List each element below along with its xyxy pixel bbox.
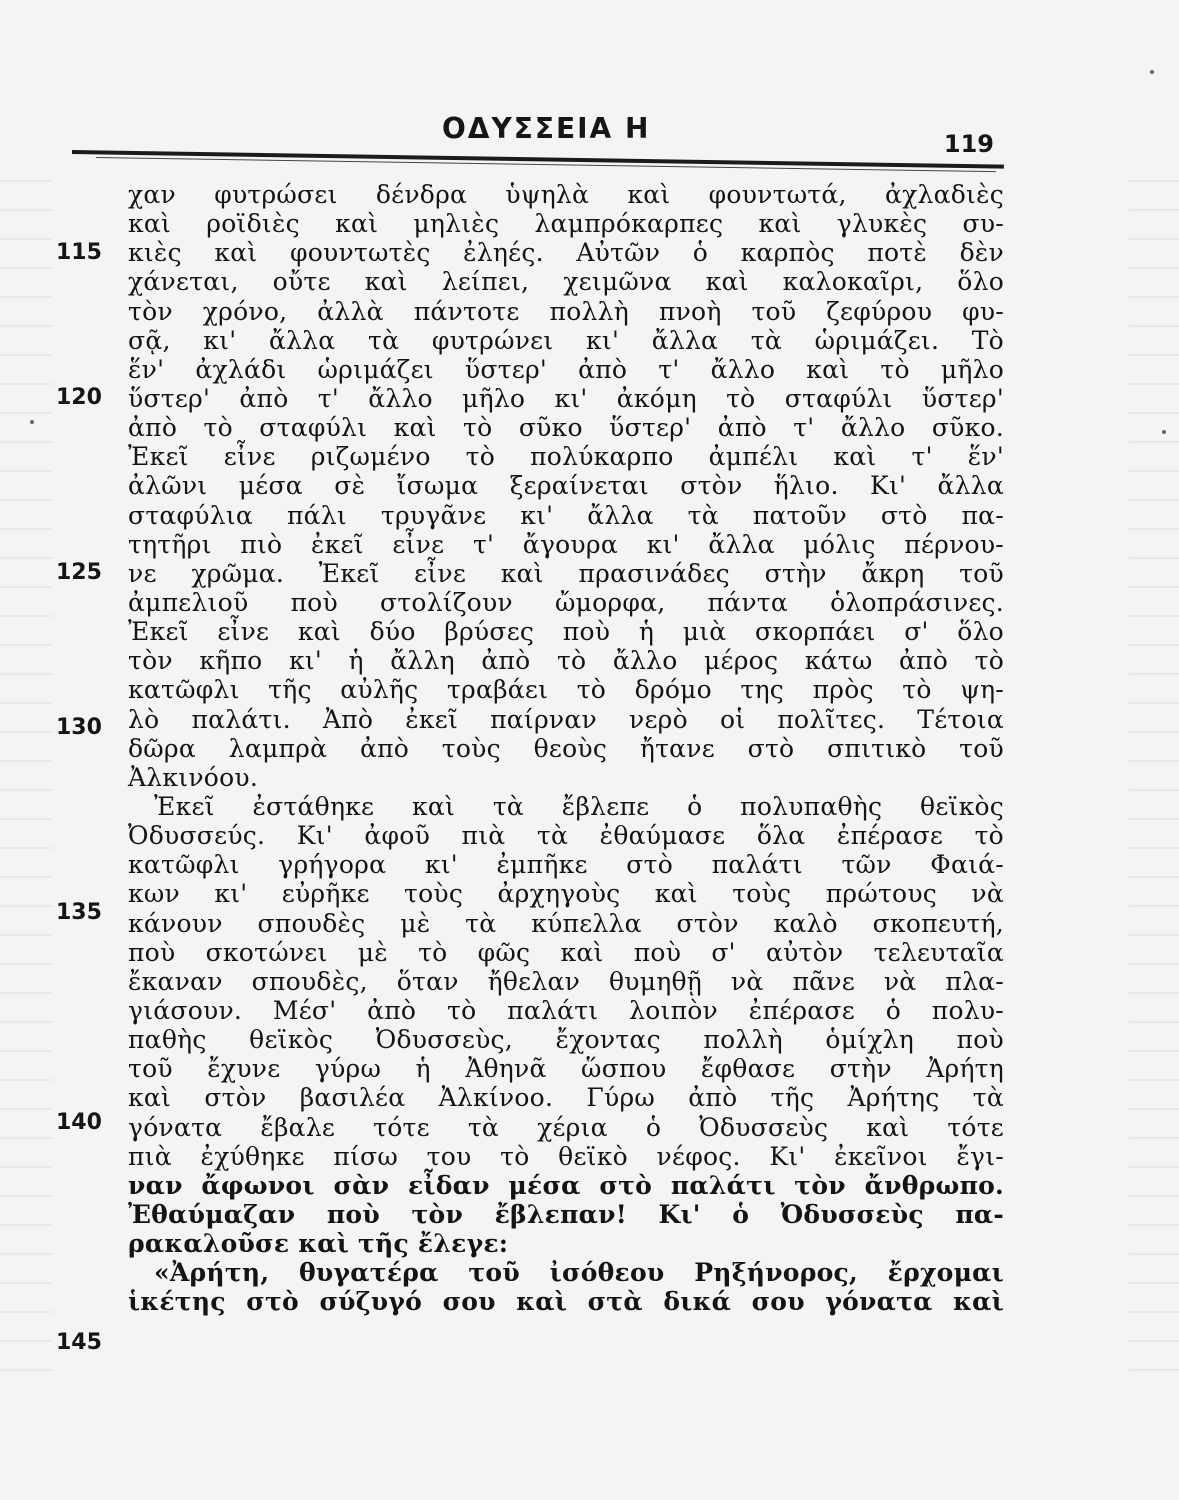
text-line: κατῶφλι γρήγορα κι' ἐμπῆκε στὸ παλάτι τῶν Φαιά- bbox=[128, 850, 1004, 880]
text-line: τητῆρι πιὸ ἐκεῖ εἶνε τ' ἄγουρα κι' ἄλλα μόλις πέρνου- bbox=[128, 529, 1004, 559]
text-line: κάνουν σπουδὲς μὲ τὰ κύπελλα στὸν καλὸ σκοπευτή, bbox=[128, 908, 1004, 938]
text-line: κων κι' εὐρῆκε τοὺς ἀρχηγοὺς καὶ τοὺς πρώτους νὰ bbox=[128, 879, 1004, 909]
bleed-through-right bbox=[1129, 180, 1179, 1380]
text-line: σταφύλια πάλι τρυγᾶνε κι' ἄλλα τὰ πατοῦν στὸ πα- bbox=[128, 500, 1004, 530]
text-line: γιάσουν. Μέσ' ἀπὸ τὸ παλάτι λοιπὸν ἐπέρασε ὁ πολυ- bbox=[128, 995, 1004, 1025]
text-line: λὸ παλάτι. Ἀπὸ ἐκεῖ παίρναν νερὸ οἱ πολῖτες. Τέτοια bbox=[128, 704, 1004, 734]
speck bbox=[1150, 70, 1154, 74]
text-line: γόνατα ἔβαλε τότε τὰ χέρια ὁ Ὀδυσσεὺς καὶ τότε bbox=[128, 1112, 1004, 1142]
text-line: ἀπὸ τὸ σταφύλι καὶ τὸ σῦκο ὕστερ' ἀπὸ τ' ἄλλο σῦκο. bbox=[128, 413, 1004, 443]
line-number: 145 bbox=[56, 1330, 102, 1355]
text-line: χάνεται, οὔτε καὶ λείπει, χειμῶνα καὶ καλοκαῖρι, ὅλο bbox=[128, 267, 1004, 297]
text-line: Ἐθαύμαζαν ποὺ τὸν ἔβλεπαν! Κι' ὁ Ὀδυσσεὺς πα- bbox=[128, 1199, 1004, 1229]
text-line: τὸν χρόνο, ἀλλὰ πάντοτε πολλὴ πνοὴ τοῦ ζεφύρου φυ- bbox=[128, 296, 1004, 326]
text-line: ἀλῶνι μέσα σὲ ἴσωμα ξεραίνεται στὸν ἥλιο. Κι' ἄλλα bbox=[128, 471, 1004, 501]
text-line: τὸν κῆπο κι' ἡ ἄλλη ἀπὸ τὸ ἄλλο μέρος κάτω ἀπὸ τὸ bbox=[128, 646, 1004, 676]
text-line: σᾷ, κι' ἄλλα τὰ φυτρώνει κι' ἄλλα τὰ ὡριμάζει. Τὸ bbox=[128, 325, 1004, 355]
text-line: ρακαλοῦσε καὶ τῆς ἔλεγε: bbox=[128, 1229, 509, 1259]
bleed-through-left bbox=[0, 180, 52, 1380]
running-title: ΟΔΥΣΣΕΙΑ Η bbox=[442, 112, 651, 145]
text-line: ἱκέτης στὸ σύζυγό σου καὶ στὰ δικά σου γόνατα καὶ bbox=[128, 1287, 1004, 1317]
line-number: 135 bbox=[56, 900, 102, 925]
text-line: ὕστερ' ἀπὸ τ' ἄλλο μῆλο κι' ἀκόμη τὸ σταφύλι ὕστερ' bbox=[128, 383, 1004, 413]
line-number-margin bbox=[48, 180, 128, 1480]
text-line: ποὺ σκοτώνει μὲ τὸ φῶς καὶ ποὺ σ' αὐτὸν τελευταῖα bbox=[128, 937, 1004, 967]
line-number: 140 bbox=[56, 1110, 102, 1135]
speck bbox=[30, 420, 34, 424]
text-line: Ἐκεῖ ἐστάθηκε καὶ τὰ ἔβλεπε ὁ πολυπαθὴς θεϊκὸς bbox=[154, 791, 1004, 821]
line-number: 125 bbox=[56, 560, 102, 585]
text-line: ναν ἄφωνοι σὰν εἶδαν μέσα στὸ παλάτι τὸν ἄνθρωπο. bbox=[128, 1170, 1004, 1200]
text-line: καὶ ροϊδιὲς καὶ μηλιὲς λαμπρόκαρπες καὶ γλυκὲς συ- bbox=[128, 209, 1004, 239]
body-text bbox=[128, 180, 1018, 1316]
page-number: 119 bbox=[943, 130, 994, 158]
text-line: καὶ στὸν βασιλέα Ἀλκίνοο. Γύρω ἀπὸ τῆς Ἀρήτης τὰ bbox=[128, 1083, 1004, 1113]
text-line: νε χρῶμα. Ἐκεῖ εἶνε καὶ πρασινάδες στὴν ἄκρη τοῦ bbox=[128, 558, 1004, 588]
page-header bbox=[132, 108, 1004, 158]
speck bbox=[1162, 430, 1166, 434]
text-line: πιὰ ἐχύθηκε πίσω του τὸ θεϊκὸ νέφος. Κι' ἐκεῖνοι ἔγι- bbox=[128, 1141, 1004, 1171]
text-line: δῶρα λαμπρὰ ἀπὸ τοὺς θεοὺς ἤτανε στὸ σπιτικὸ τοῦ bbox=[128, 733, 1004, 763]
line-number: 115 bbox=[56, 240, 102, 265]
text-line: ἕν' ἀχλάδι ὡριμάζει ὕστερ' ἀπὸ τ' ἄλλο καὶ τὸ μῆλο bbox=[128, 354, 1004, 384]
text-line: ἀμπελιοῦ ποὺ στολίζουν ὤμορφα, πάντα ὁλοπράσινες. bbox=[128, 587, 1004, 617]
text-line: Ἀλκινόου. bbox=[128, 762, 259, 792]
text-line: χαν φυτρώσει δένδρα ὑψηλὰ καὶ φουντωτά, ἀχλαδιὲς bbox=[128, 180, 1004, 209]
text-line: κιὲς καὶ φουντωτὲς ἐληές. Αὐτῶν ὁ καρπὸς ποτὲ δὲν bbox=[128, 238, 1004, 268]
text-line: Ἐκεῖ εἶνε ριζωμένο τὸ πολύκαρπο ἀμπέλι καὶ τ' ἕν' bbox=[128, 442, 1004, 472]
text-line: τοῦ ἔχυνε γύρω ἡ Ἀθηνᾶ ὥσπου ἔφθασε στὴν Ἀρήτη bbox=[128, 1054, 1004, 1084]
text-line: Ἐκεῖ εἶνε καὶ δύο βρύσες ποὺ ἡ μιὰ σκορπάει σ' ὅλο bbox=[128, 617, 1004, 647]
text-line: «Ἀρήτη, θυγατέρα τοῦ ἰσόθεου Ρηξήνορος, ἔρχομαι bbox=[154, 1258, 1004, 1288]
text-line: παθὴς θεϊκὸς Ὀδυσσεὺς, ἔχοντας πολλὴ ὁμίχλη ποὺ bbox=[128, 1025, 1004, 1055]
text-line: ἔκαναν σπουδὲς, ὅταν ἤθελαν θυμηθῇ νὰ πᾶνε νὰ πλα- bbox=[128, 966, 1004, 996]
line-number: 120 bbox=[56, 385, 102, 410]
line-number: 130 bbox=[56, 715, 102, 740]
text-line: Ὀδυσσεύς. Κι' ἀφοῦ πιὰ τὰ ἐθαύμασε ὅλα ἐπέρασε τὸ bbox=[128, 821, 1004, 851]
text-line: κατῶφλι τῆς αὐλῆς τραβάει τὸ δρόμο της πρὸς τὸ ψη- bbox=[128, 675, 1004, 705]
